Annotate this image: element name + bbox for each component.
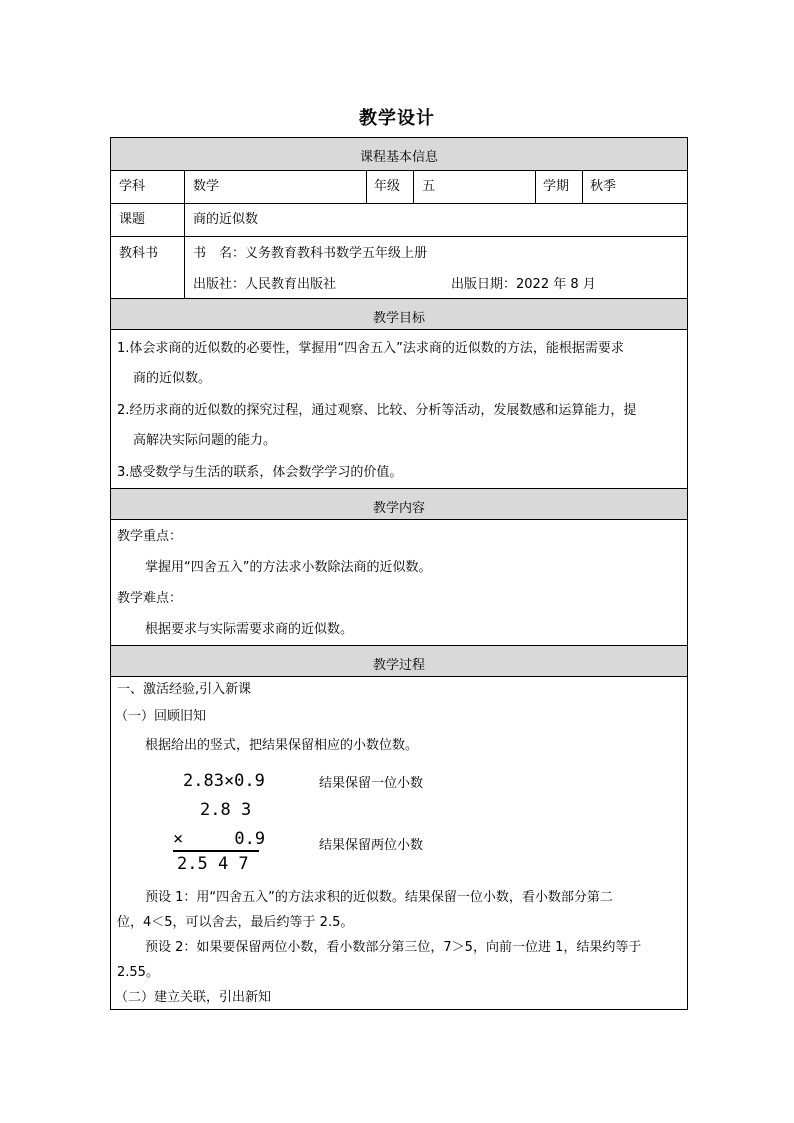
lesson-plan-table [110, 137, 688, 1010]
vertical-multiplier: × 0.9 [173, 829, 266, 849]
grade-label: 年级 [374, 179, 401, 194]
textbook-label: 教科书 [119, 246, 159, 261]
preset-2-line-2: 2.55。 [117, 965, 159, 980]
key-point-label: 教学重点： [117, 529, 183, 544]
publish-date: 出版日期：2022 年 8 月 [451, 277, 596, 292]
topic-value: 商的近似数 [193, 212, 259, 227]
process-header: 教学过程 [372, 658, 425, 673]
document-title: 教学设计 [359, 108, 435, 129]
vertical-multiplicand: 2.8 3 [200, 800, 252, 820]
topic-label: 课题 [119, 212, 146, 227]
objective-2-line-2: 高解决实际问题的能力。 [133, 433, 277, 448]
note-one-decimal: 结果保留一位小数 [319, 776, 424, 791]
multiplication-expression: 2.83×0.9 [183, 771, 265, 791]
difficulty-label: 教学难点： [117, 591, 183, 606]
instruction-text: 根据给出的竖式，把结果保留相应的小数位数。 [145, 738, 419, 753]
content-header: 教学内容 [372, 501, 425, 516]
objective-1-line-2: 商的近似数。 [133, 371, 212, 386]
difficulty-text: 根据要求与实际需要求商的近似数。 [145, 622, 354, 637]
subject-label: 学科 [119, 179, 146, 194]
publisher: 出版社：人民教育出版社 [193, 277, 337, 292]
vertical-product: 2.5 4 7 [177, 854, 249, 874]
preset-2-line-1: 预设 2：如果要保留两位小数，看小数部分第三位，7＞5，向前一位进 1，结果约等于 [145, 940, 642, 955]
basic-info-header: 课程基本信息 [359, 150, 438, 165]
section-1-heading: 一、激活经验,引入新课 [117, 682, 252, 697]
term-value: 秋季 [590, 179, 617, 194]
vertical-rule [173, 850, 259, 852]
preset-1-line-1: 预设 1：用“四舍五入”的方法求积的近似数。结果保留一位小数，看小数部分第二 [145, 890, 613, 905]
objective-1-line-1: 1.体会求商的近似数的必要性，掌握用“四舍五入”法求商的近似数的方法，能根据需要求 [117, 341, 624, 356]
sub-section-1: （一）回顾旧知 [115, 709, 207, 724]
note-two-decimal: 结果保留两位小数 [319, 838, 424, 853]
preset-1-line-2: 位，4＜5，可以舍去，最后约等于 2.5。 [117, 915, 354, 930]
term-label: 学期 [543, 179, 570, 194]
objective-3: 3.感受数学与生活的联系，体会数学学习的价值。 [117, 465, 403, 480]
sub-section-2: （二）建立关联，引出新知 [115, 990, 272, 1005]
textbook-name: 书 名：义务教育教科书数学五年级上册 [193, 246, 428, 261]
key-point-text: 掌握用“四舍五入”的方法求小数除法商的近似数。 [145, 560, 432, 575]
subject-value: 数学 [193, 179, 220, 194]
grade-value: 五 [422, 179, 436, 194]
objectives-header: 教学目标 [372, 311, 425, 326]
objective-2-line-1: 2.经历求商的近似数的探究过程，通过观察、比较、分析等活动，发展数感和运算能力，提 [117, 403, 637, 418]
